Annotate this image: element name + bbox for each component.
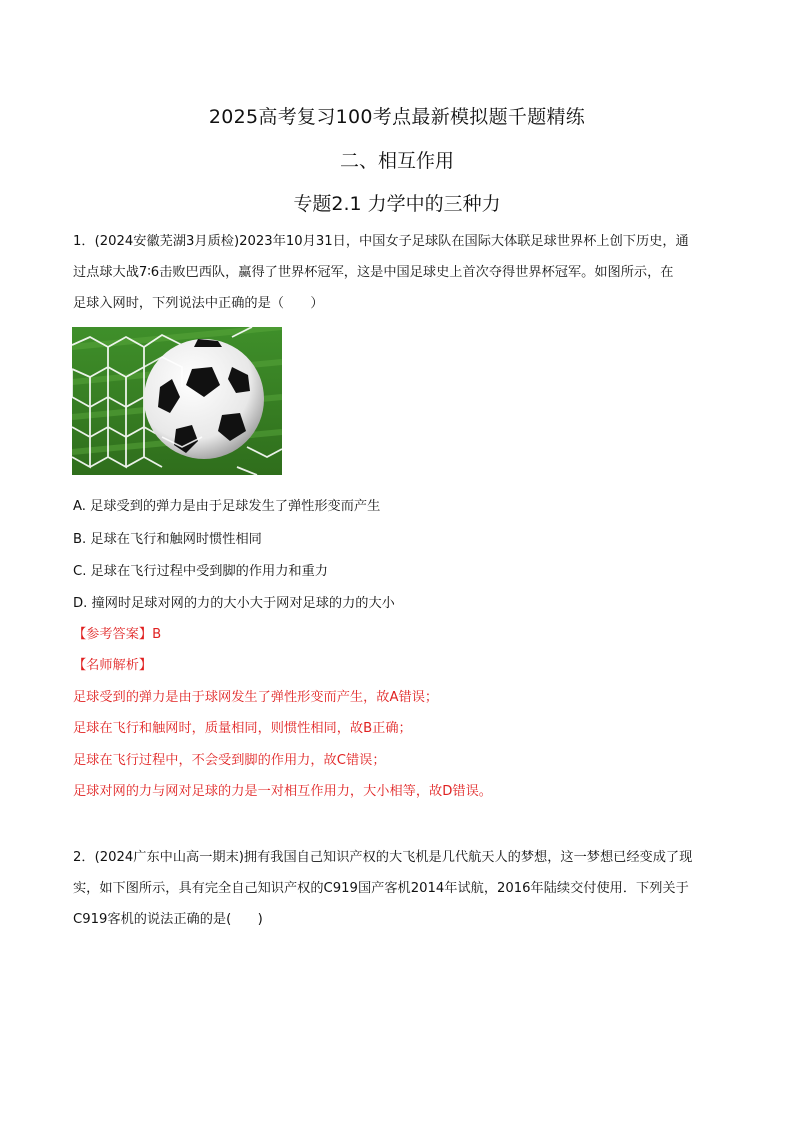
- analysis-label: 【名师解析】: [73, 658, 153, 673]
- topic-heading: 专题2.1 力学中的三种力: [293, 193, 501, 215]
- analysis-line-4: 足球对网的力与网对足球的力是一对相互作用力，大小相等，故D错误。: [73, 784, 492, 799]
- analysis-line-3: 足球在飞行过程中，不会受到脚的作用力，故C错误；: [73, 753, 386, 768]
- soccer-ball-net-photo: [72, 327, 282, 475]
- q1-option-b: B. 足球在飞行和触网时惯性相同: [73, 532, 262, 547]
- q2-stem-line2: 实，如下图所示，具有完全自己知识产权的C919国产客机2014年试航，2016年陆续交付使用．下列关于: [73, 881, 689, 896]
- analysis-line-1: 足球受到的弹力是由于球网发生了弹性形变而产生，故A错误；: [73, 690, 439, 705]
- q1-stem-line2: 过点球大战7∶6击败巴西队，赢得了世界杯冠军，这是中国足球史上首次夺得世界杯冠军。如图所示，在: [73, 265, 674, 280]
- analysis-line-2: 足球在飞行和触网时，质量相同，则惯性相同，故B正确；: [73, 721, 412, 736]
- q2-stem-line1: 2．(2024广东中山高一期末)拥有我国自己知识产权的大飞机是几代航天人的梦想，这一梦想已经变成了现: [73, 850, 693, 865]
- q1-option-d: D. 撞网时足球对网的力的大小大于网对足球的力的大小: [73, 596, 395, 611]
- document-title: 2025高考复习100考点最新模拟题千题精练: [208, 106, 586, 128]
- q1-option-c: C. 足球在飞行过程中受到脚的作用力和重力: [73, 564, 328, 579]
- chapter-heading: 二、相互作用: [339, 150, 454, 172]
- q2-stem-line3: C919客机的说法正确的是( ): [73, 912, 263, 927]
- answer-label: 【参考答案】B: [73, 627, 162, 642]
- q1-option-a: A. 足球受到的弹力是由于足球发生了弹性形变而产生: [73, 499, 381, 514]
- q1-stem-line1: 1．(2024安徽芜湖3月质检)2023年10月31日，中国女子足球队在国际大体联足球世界杯上创下历史，通: [73, 234, 689, 249]
- q1-stem-line3: 足球入网时，下列说法中正确的是（ ）: [73, 296, 324, 311]
